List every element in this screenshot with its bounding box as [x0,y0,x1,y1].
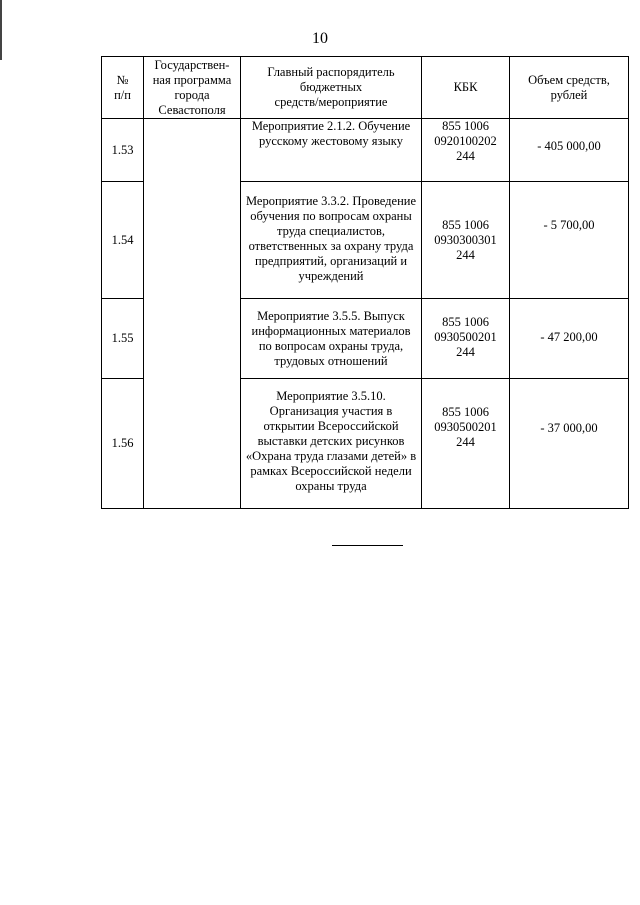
header-manager-line: Главный распорядитель [267,65,395,79]
measure-line: трудовых отношений [274,354,388,368]
header-program-line: Севастополя [158,102,226,117]
header-amount [510,57,629,119]
kbk-line: 855 1006 [442,315,489,329]
kbk-cell [422,379,510,509]
kbk-line: 0920100202 [434,134,497,148]
end-rule [332,545,403,546]
kbk-line: 244 [456,435,475,449]
measure-line: труда специалистов, [276,224,386,238]
header-program-line: Государствен- [154,57,230,72]
measure-line: выставки детских рисунков [257,434,405,448]
measure-cell [241,299,422,379]
measure-line: информационных материалов [251,324,411,338]
header-program-line: города [174,87,210,102]
amount-cell: - 37 000,00 [510,379,629,509]
budget-table [101,56,629,509]
kbk-line: 0930500201 [434,420,497,434]
row-number: 1.54 [102,182,144,299]
measure-line: Организация участия в [269,404,393,418]
measure-line: русскому жестовому языку [259,134,403,148]
header-amount-line: Объем средств, [528,72,610,87]
measure-line: учреждений [298,269,364,283]
measure-line: Мероприятие 3.3.2. Проведение [245,194,417,208]
kbk-line: 0930500201 [434,330,497,344]
header-manager-line: бюджетных [299,80,363,94]
kbk-cell [422,119,510,182]
kbk-line: 244 [456,149,475,163]
header-num [102,57,144,119]
amount-cell: - 5 700,00 [510,182,629,299]
kbk-cell [422,299,510,379]
measure-cell [241,182,422,299]
measure-line: Мероприятие 3.5.10. [276,389,386,403]
measure-cell [241,119,422,182]
header-manager [241,57,422,119]
measure-line: предприятий, организаций и [254,254,408,268]
kbk-line: 855 1006 [442,405,489,419]
amount-cell: - 47 200,00 [510,299,629,379]
header-num-line: № [116,72,129,87]
kbk-line: 855 1006 [442,218,489,232]
measure-line: «Охрана труда глазами детей» в [245,449,417,463]
measure-cell [241,379,422,509]
measure-line: Мероприятие 3.5.5. Выпуск [257,309,405,323]
table-header-row [102,57,629,119]
kbk-line: 244 [456,345,475,359]
kbk-line: 0930300301 [434,233,497,247]
row-number: 1.56 [102,379,144,509]
amount-cell: - 405 000,00 [510,119,629,182]
header-num-line: п/п [114,87,131,102]
measure-line: Мероприятие 2.1.2. Обучение [251,119,411,133]
kbk-line: 855 1006 [442,119,489,133]
measure-line: обучения по вопросам охраны [250,209,412,223]
measure-line: охраны труда [295,479,367,493]
measure-line: по вопросам охраны труда, [258,339,404,353]
kbk-line: 244 [456,248,475,262]
measure-line: открытии Всероссийской [263,419,399,433]
measure-line: ответственных за охрану труда [248,239,414,253]
header-manager-line: средств/мероприятие [274,95,388,109]
row-number: 1.55 [102,299,144,379]
kbk-cell [422,182,510,299]
row-number: 1.53 [102,119,144,182]
measure-line: рамках Всероссийской недели [250,464,412,478]
table-row [102,119,629,182]
program-cell [144,119,241,509]
header-program-line: ная программа [152,72,232,87]
page-number: 10 [312,30,328,47]
header-amount-line: рублей [550,87,588,102]
header-program [144,57,241,119]
header-kbk: КБК [422,57,510,119]
